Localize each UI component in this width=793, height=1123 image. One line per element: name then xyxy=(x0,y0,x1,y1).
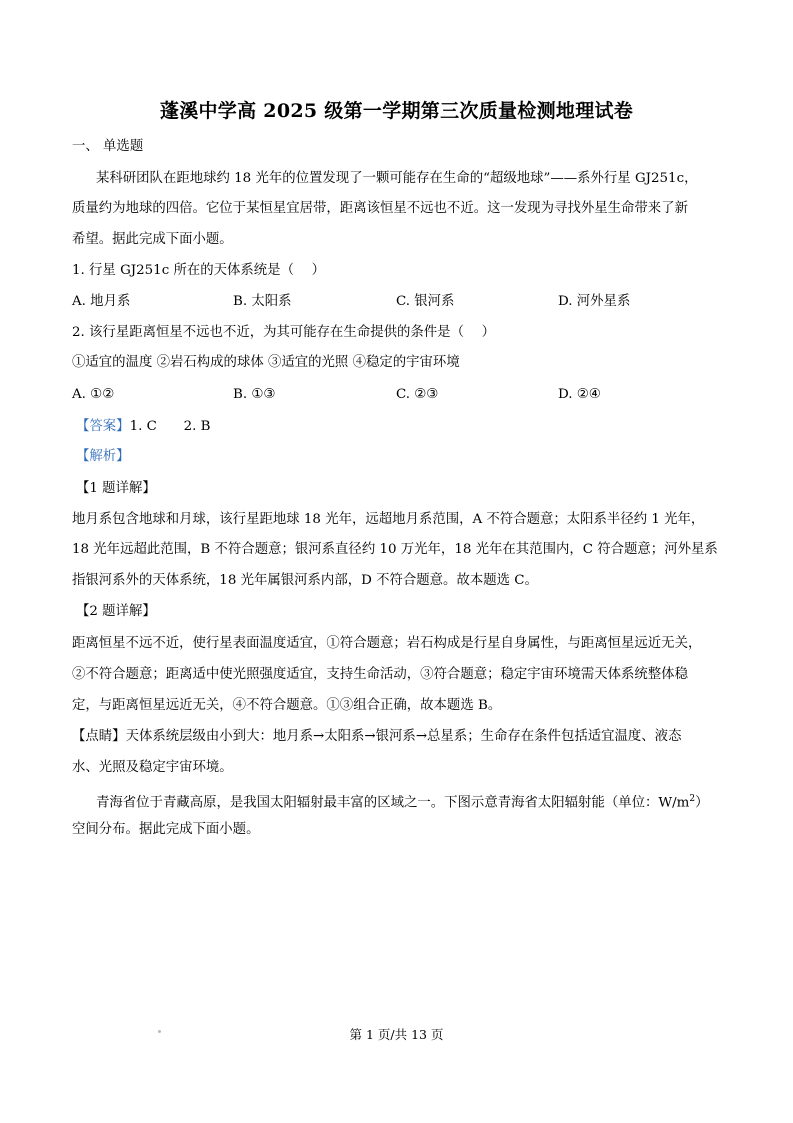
detail2-line-1: 距离恒星不远不近，使行星表面温度适宜，①符合题意；岩石构成是行星自身属性，与距离恒星远近无关， xyxy=(72,636,702,651)
q1-option-d: D. 河外星系 xyxy=(558,294,631,309)
question-2-stem: 2. 该行星距离恒星不远也不近，为其可能存在生命提供的条件是（ ） xyxy=(72,325,496,340)
tip-line-2: 水、光照及稳定宇宙环境。 xyxy=(72,760,233,775)
passage1-line-2: 质量约为地球的四倍。它位于某恒星宜居带，距离该恒星不远也不近。这一发现为寻找外星生命带来了新 xyxy=(72,201,688,216)
passage2-close-paren: ） xyxy=(695,795,709,811)
analysis-row xyxy=(76,447,130,467)
passage1-line-3: 希望。据此完成下面小题。 xyxy=(72,232,233,247)
detail1-line-3: 指银河系外的天体系统，18 光年属银河系内部，D 不符合题意。故本题选 C。 xyxy=(72,573,538,588)
answer-row xyxy=(76,417,211,437)
q2-option-d: D. ②④ xyxy=(558,387,601,402)
answer-tag: 【答案】 xyxy=(76,419,130,434)
page-footer: 第 1 页/共 13 页 xyxy=(349,1027,444,1042)
detail2-line-2: ②不符合题意；距离适中使光照强度适宜，支持生命活动，③符合题意；稳定宇宙环境需天体系统整体稳 xyxy=(72,667,688,682)
analysis-tag: 【解析】 xyxy=(76,449,130,464)
q1-option-b: B. 太阳系 xyxy=(233,294,292,309)
q1-option-c: C. 银河系 xyxy=(396,294,455,309)
q2-option-b: B. ①③ xyxy=(233,387,276,402)
question-1-stem: 1. 行星 GJ251c 所在的天体系统是（ ） xyxy=(72,263,326,278)
question-2-conditions: ①适宜的温度 ②岩石构成的球体 ③适宜的光照 ④稳定的宇宙环境 xyxy=(72,355,460,370)
tip-row xyxy=(72,727,681,747)
detail1-line-1: 地月系包含地球和月球，该行星距地球 18 光年，远超地月系范围，A 不符合题意；太阳系半径约 1 光年， xyxy=(72,512,705,527)
detail2-tag: 【2 题详解】 xyxy=(76,604,156,619)
passage1-line-1: 某科研团队在距地球约 18 光年的位置发现了一颗可能存在生命的“超级地球”——系外行星 GJ251c， xyxy=(96,171,698,186)
passage2-text: 青海省位于青藏高原，是我国太阳辐射最丰富的区域之一。下图示意青海省太阳辐射能（单位：W/m xyxy=(96,795,690,811)
detail2-line-3: 定，与距离恒星远近无关，④不符合题意。①③组合正确，故本题选 B。 xyxy=(72,698,502,713)
q2-option-a: A. ①② xyxy=(72,387,115,402)
q1-option-a: A. 地月系 xyxy=(72,294,131,309)
unit-superscript: 2 xyxy=(689,794,696,804)
detail1-line-2: 18 光年远超此范围，B 不符合题意；银河系直径约 10 万光年，18 光年在其范围内，C 符合题意；河外星系 xyxy=(72,542,718,557)
q2-option-c: C. ②③ xyxy=(396,387,439,402)
answer-text: 1. C 2. B xyxy=(129,419,211,434)
tip-tag: 【点睛】 xyxy=(72,729,126,744)
passage2-line-1 xyxy=(96,789,709,813)
detail1-tag: 【1 题详解】 xyxy=(76,481,156,496)
page-title: 蓬溪中学高 2025 级第一学期第三次质量检测地理试卷 xyxy=(159,100,634,122)
passage2-line-2: 空间分布。据此完成下面小题。 xyxy=(72,822,260,837)
tip-line-1: 天体系统层级由小到大：地月系→太阳系→银河系→总星系；生命存在条件包括适宜温度、液态 xyxy=(125,729,682,744)
section-heading: 一、 单选题 xyxy=(72,139,144,154)
